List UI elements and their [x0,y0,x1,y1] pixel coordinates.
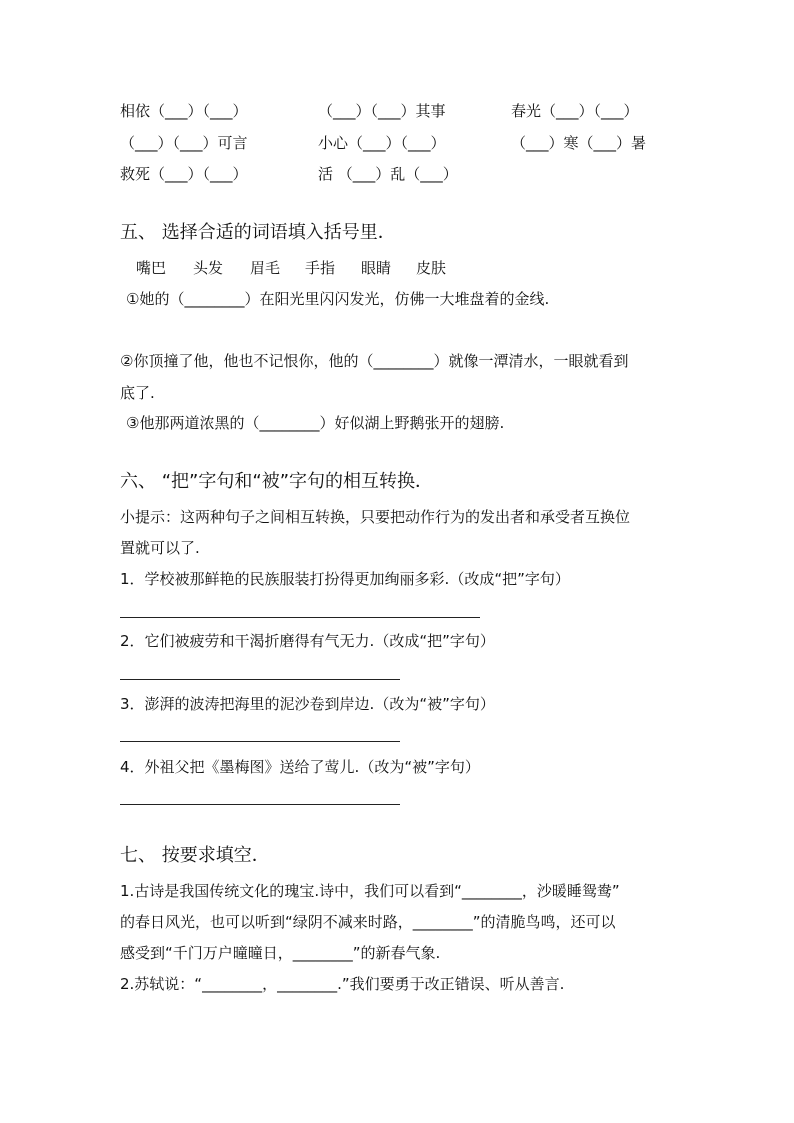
idiom-r2c3: （___）寒（___）暑 [511,134,647,152]
section6-question-2: 2．它们被疲劳和干渴折磨得有气无力.（改成“把”字句） [120,632,495,650]
section5-title: 五、 选择合适的词语填入括号里． [120,222,396,243]
section6-question-3: 3．澎湃的波涛把海里的泥沙卷到岸边.（改为“被”字句） [120,695,495,713]
section6-question-4: 4．外祖父把《墨梅图》送给了莺儿.（改为“被”字句） [120,758,480,776]
idiom-r2c1: （___）（___）可言 [120,134,248,152]
section7-question-1: 1.古诗是我国传统文化的瑰宝.诗中，我们可以看到“________，沙暖睡鸳鸯” [120,882,620,900]
section5-question-1: ①她的（________）在阳光里闪闪发光，仿佛一大堆盘着的金线. [126,290,550,308]
idiom-r1c2: （___）（___）其事 [318,102,446,120]
word-bank-item: 皮肤 [416,259,447,277]
word-bank-item: 头发 [193,259,224,277]
idiom-r3c1: 救死（___）（___） [120,165,248,183]
answer-line-1 [120,617,480,618]
section6-tip-cont: 置就可以了. [120,539,200,557]
word-bank-item: 眉毛 [250,259,281,277]
idiom-r1c1: 相依（___）（___） [120,102,248,120]
idiom-r2c2: 小心（___）（___） [318,134,446,152]
word-bank-item: 手指 [305,259,336,277]
section6-title: 六、 “把”字句和“被”字句的相互转换． [120,471,434,492]
idiom-r1c3: 春光（___）（___） [511,102,639,120]
section5-question-3: ③他那两道浓黑的（________）好似湖上野鹅张开的翅膀. [126,414,505,432]
idiom-r3c2: 活 （___）乱（___） [318,165,458,183]
section7-question-1-cont2: 感受到“千门万户曈曈日，________”的新春气象. [120,944,441,962]
section6-question-1: 1．学校被那鲜艳的民族服装打扮得更加绚丽多彩.（改成“把”字句） [120,570,570,588]
answer-line-2 [120,679,400,680]
word-bank-item: 眼睛 [361,259,392,277]
section5-question-2: ②你顶撞了他，他也不记恨你，他的（________）就像一潭清水，一眼就看到 [120,352,629,370]
section5-question-2-cont: 底了. [120,384,155,402]
section7-title: 七、 按要求填空． [120,845,270,866]
section6-tip: 小提示：这两种句子之间相互转换，只要把动作行为的发出者和承受者互换位 [120,508,631,526]
section7-question-2: 2.苏轼说：“________，________.”我们要勇于改正错误、听从善言. [120,975,565,993]
section7-question-1-cont: 的春日风光，也可以听到“绿阴不减来时路，________”的清脆鸟鸣，还可以 [120,913,616,931]
answer-line-4 [120,804,400,805]
answer-line-3 [120,741,400,742]
word-bank-item: 嘴巴 [136,259,167,277]
